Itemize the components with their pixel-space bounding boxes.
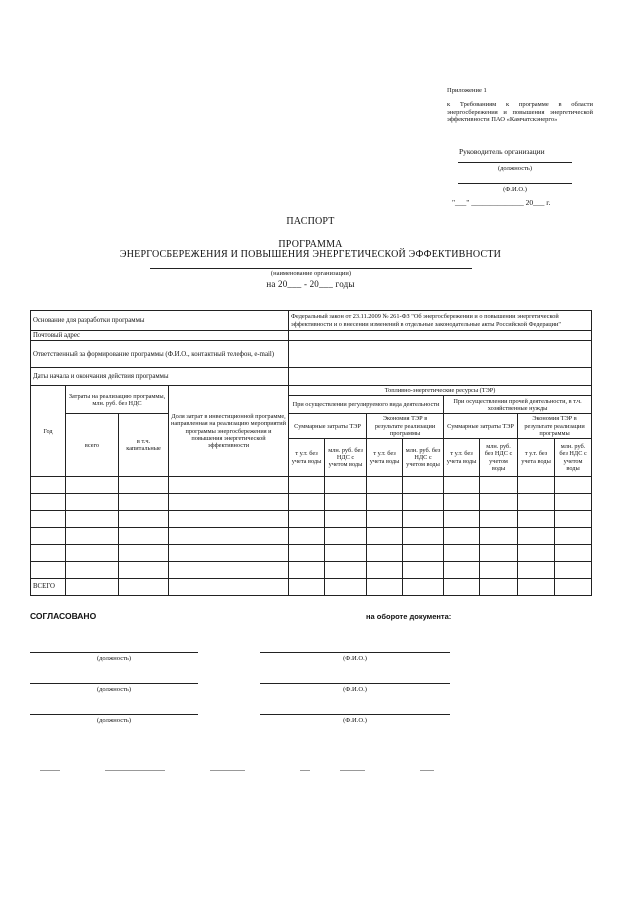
position-caption-2: (должность) [96, 686, 132, 693]
col-total: всего [66, 414, 119, 477]
appendix-label: Приложение 1 [447, 87, 487, 94]
basis-label: Основание для разработки программы [31, 311, 289, 331]
position-caption-3: (должность) [96, 717, 132, 724]
col-costs: Затраты на реализацию программы, млн. руб. без НДС [66, 386, 169, 414]
title-period: на 20___ - 20___ годы [266, 279, 355, 289]
col-sum-ter-regulated: Суммарные затраты ТЭР [289, 414, 367, 439]
passport-table [30, 310, 592, 596]
col-share: Доля затрат в инвестиционной программе, направленная на реализацию мероприятий программы энергосбережения и повышения энергетической эффективности [169, 386, 289, 477]
col-rub: млн. руб. без НДС с учетом воды [403, 439, 444, 477]
table-row [31, 562, 592, 579]
col-year: Год [31, 386, 66, 477]
col-tut: т у.т. без учета воды [444, 439, 480, 477]
responsible-row [31, 341, 592, 368]
address-label: Почтовый адрес [31, 331, 289, 341]
col-regulated: При осуществлении регулируемого вида деятельности [289, 396, 444, 414]
responsible-value [289, 341, 592, 368]
col-rub: млн. руб. без НДС с учетом воды [555, 439, 592, 477]
approval-date-line: "___" ______________ 20___ г. [452, 198, 551, 207]
col-econ-ter-other: Экономия ТЭР в результате реализации программы [518, 414, 592, 439]
col-tut: т у.т. без учета воды [518, 439, 555, 477]
address-value [289, 331, 592, 341]
agreed-label: СОГЛАСОВАНО [30, 611, 97, 621]
header-row-1 [31, 386, 592, 396]
title-org-caption: (наименование организации) [270, 270, 352, 277]
table-row [31, 545, 592, 562]
total-row [31, 579, 592, 596]
table-row [31, 494, 592, 511]
fio-caption-3: (Ф.И.О.) [343, 717, 367, 724]
col-econ-ter-regulated: Экономия ТЭР в результате реализации программы [367, 414, 444, 439]
col-other: При осуществлении прочей деятельности, в т.ч. хозяйственные нужды [444, 396, 592, 414]
col-rub: млн. руб. без НДС с учетом воды [480, 439, 518, 477]
fio-caption-2: (Ф.И.О.) [343, 686, 367, 693]
appendix-text: к Требованиям к программе в области энергосбережения и повышения энергетической эффективности ПАО «Камчатскэнерго» [447, 101, 593, 123]
reverse-label: на обороте документа: [366, 612, 452, 621]
col-tut: т у.т. без учета воды [289, 439, 325, 477]
position-caption-1: (должность) [96, 655, 132, 662]
dates-value [289, 368, 592, 386]
header-row-3 [31, 414, 592, 439]
title-passport: ПАСПОРТ [286, 216, 335, 227]
approval-head: Руководитель организации [459, 147, 545, 156]
title-program: ПРОГРАММА [278, 239, 343, 250]
address-row [31, 331, 592, 341]
col-tut: т у.т. без учета воды [367, 439, 403, 477]
table-row [31, 528, 592, 545]
dates-row [31, 368, 592, 386]
table-row [31, 511, 592, 528]
dates-label: Даты начала и окончания действия программы [31, 368, 289, 386]
approval-fio-caption: (Ф.И.О.) [503, 186, 527, 193]
total-label: ВСЕГО [31, 579, 66, 596]
col-capital: в т.ч. капитальные [119, 414, 169, 477]
col-sum-ter-other: Суммарные затраты ТЭР [444, 414, 518, 439]
col-ter: Топливно-энергетические ресурсы (ТЭР) [289, 386, 592, 396]
approval-position-caption: (должность) [497, 165, 533, 172]
title-subject: ЭНЕРГОСБЕРЕЖЕНИЯ И ПОВЫШЕНИЯ ЭНЕРГЕТИЧЕСКОЙ ЭФФЕКТИВНОСТИ [119, 249, 502, 260]
basis-value: Федеральный закон от 23.11.2009 № 261-ФЗ "Об энергосбережении и о повышении энергетической эффективности и о внесении изменений в отдельные законодательные акты Российской Федерации" [289, 311, 592, 331]
basis-row [31, 311, 592, 331]
responsible-label: Ответственный за формирование программы (Ф.И.О., контактный телефон, e-mail) [31, 341, 289, 368]
col-rub: млн. руб. без НДС с учетом воды [325, 439, 367, 477]
table-row [31, 477, 592, 494]
fio-caption-1: (Ф.И.О.) [343, 655, 367, 662]
